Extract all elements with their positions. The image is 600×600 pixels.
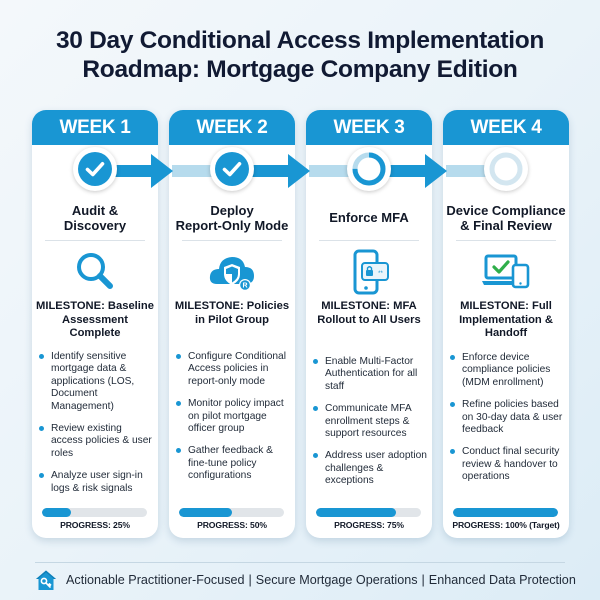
week-3-header: WEEK 3 [306, 110, 432, 145]
bullet-dot [450, 449, 455, 454]
house-key-icon [35, 569, 57, 591]
bullet-dot [313, 453, 318, 458]
week-1-progress-label: PROGRESS: 25% [60, 520, 130, 530]
week-4-header: WEEK 4 [443, 110, 569, 145]
week-2-phase-title: Deploy Report-Only Mode [175, 203, 289, 233]
arrow-right-icon [425, 154, 447, 188]
phone-mfa-icon [347, 248, 391, 296]
week-1-phase-title: Audit & Discovery [63, 203, 127, 233]
footer-divider [35, 562, 565, 563]
task-item: Enforce device compliance policies (MDM enrollment) [449, 352, 565, 389]
week-1-status [73, 147, 117, 191]
week-1-header: WEEK 1 [32, 110, 158, 145]
task-item: Configure Conditional Access policies in report-only mode [175, 351, 291, 388]
footer-item-2: Secure Mortgage Operations [255, 573, 418, 587]
footer-separator: | [421, 573, 425, 587]
week-1-task-list [38, 351, 154, 505]
week-3-status [347, 147, 391, 191]
progress-ring-icon [351, 151, 387, 187]
task-item: Communicate MFA enrollment steps & support resources [312, 403, 428, 440]
connector-4-light [446, 165, 486, 177]
week-3-phase-title: Enforce MFA [329, 210, 409, 225]
week-4-progress-bar [453, 508, 558, 517]
cloud-shield-icon [207, 250, 257, 294]
divider [319, 240, 419, 241]
week-3-progress-bar [316, 508, 421, 517]
task-item: Review existing access policies & user roles [38, 423, 154, 460]
bullet-dot [313, 406, 318, 411]
week-3-progress-label: PROGRESS: 75% [334, 520, 404, 530]
progress-fill [42, 508, 71, 517]
week-1-icon [65, 248, 125, 296]
week-4-status [484, 147, 528, 191]
bullet-dot [176, 448, 181, 453]
connector-3-solid [387, 165, 427, 177]
progress-fill [453, 508, 558, 517]
connector-2-solid [250, 165, 290, 177]
page-title [0, 26, 600, 84]
check-icon [77, 151, 113, 187]
week-4-icon [476, 248, 536, 296]
week-2-task-list [175, 351, 291, 493]
week-3-milestone: MILESTONE: MFA Rollout to All Users [317, 300, 421, 326]
week-2-icon [202, 248, 262, 296]
week-3-icon [339, 248, 399, 296]
title-line-2: Roadmap: Mortgage Company Edition [82, 56, 518, 83]
week-4-progress-label: PROGRESS: 100% (Target) [452, 520, 560, 530]
title-line-1: 30 Day Conditional Access Implementation [55, 27, 545, 54]
bullet-dot [39, 473, 44, 478]
week-2-status [210, 147, 254, 191]
bullet-dot [450, 402, 455, 407]
progress-fill [316, 508, 396, 517]
task-item: Conduct final security review & handover to operations [449, 446, 565, 483]
arrow-right-icon [151, 154, 173, 188]
task-item: Identify sensitive mortgage data & applications (LOS, Document Management) [38, 351, 154, 413]
progress-fill [179, 508, 232, 517]
week-4-task-list [449, 352, 565, 494]
check-icon [214, 151, 250, 187]
bullet-dot [176, 401, 181, 406]
week-2-progress-label: PROGRESS: 50% [197, 520, 267, 530]
task-item: Monitor policy impact on pilot mortgage officer group [175, 398, 291, 435]
task-item: Address user adoption challenges & exceptions [312, 450, 428, 487]
arrow-right-icon [288, 154, 310, 188]
magnifier-icon [73, 250, 117, 294]
week-1-progress-bar [42, 508, 147, 517]
footer-separator: | [248, 573, 252, 587]
svg-text:**: ** [378, 271, 383, 277]
week-2-milestone: MILESTONE: Policies in Pilot Group [174, 300, 290, 326]
task-item: Gather feedback & fine-tune policy configurations [175, 445, 291, 482]
week-2-progress-bar [179, 508, 284, 517]
week-4-milestone: MILESTONE: Full Implementation & Handoff [459, 300, 553, 339]
bullet-dot [313, 359, 318, 364]
bullet-dot [176, 354, 181, 359]
week-3-task-list [312, 356, 428, 498]
task-item: Analyze user sign-in logs & risk signals [38, 470, 154, 495]
bullet-dot [450, 355, 455, 360]
footer-item-3: Enhanced Data Protection [428, 573, 576, 587]
devices-check-icon [480, 250, 532, 294]
divider [456, 240, 556, 241]
svg-text:R: R [242, 282, 248, 290]
footer [35, 569, 576, 591]
connector-2-light [172, 165, 212, 177]
week-1-milestone: MILESTONE: Baseline Assessment Complete [36, 300, 154, 339]
divider [45, 240, 145, 241]
divider [182, 240, 282, 241]
bullet-dot [39, 426, 44, 431]
week-2-header: WEEK 2 [169, 110, 295, 145]
connector-3-light [309, 165, 349, 177]
empty-ring-icon [488, 151, 524, 187]
task-item: Refine policies based on 30-day data & user feedback [449, 399, 565, 436]
connector-1-solid [113, 165, 153, 177]
task-item: Enable Multi-Factor Authentication for all staff [312, 356, 428, 393]
footer-item-1: Actionable Practitioner-Focused [66, 573, 245, 587]
week-4-phase-title: Device Compliance & Final Review [446, 203, 566, 233]
bullet-dot [39, 354, 44, 359]
